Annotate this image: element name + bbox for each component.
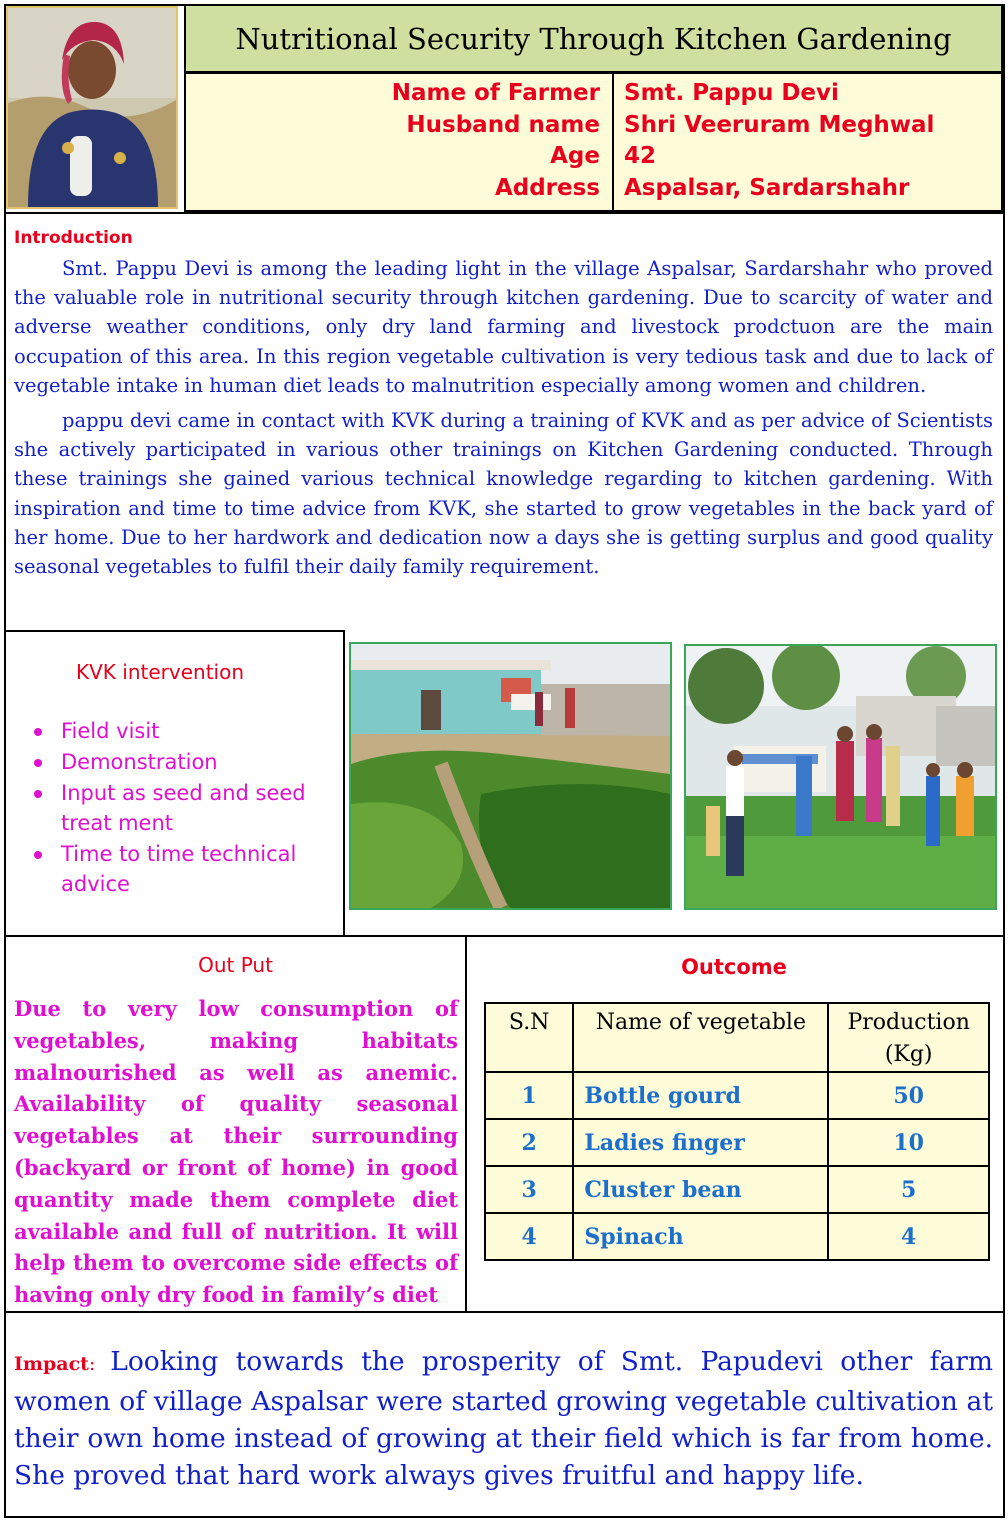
bullet-icon [34, 790, 42, 798]
kvk-intervention-list [30, 716, 330, 900]
kvk-group-visit-image [686, 646, 995, 908]
kitchen-garden-field-image [351, 644, 670, 908]
introduction-section [4, 212, 1003, 630]
output-text: Due to very low consumption of vegetables, making habitats malnourished as well as anemic. Availability of quality seasonal vegetables at their surrounding (backyard or front of home) in good quantity made them complete diet available and full of nutrition. It will help them to overcome side effects of having only dry food in family’s diet [14, 996, 458, 1308]
column-header-vegetable: Name of vegetable [573, 1003, 828, 1072]
cell-vegetable: Cluster bean [573, 1166, 828, 1213]
farmer-info-values [624, 78, 994, 204]
label-address: Address [494, 174, 600, 201]
table-row [485, 1119, 989, 1166]
value-age: 42 [624, 143, 657, 169]
output-section [4, 937, 467, 1312]
farmer-portrait-image [8, 8, 176, 207]
cell-production: 5 [828, 1166, 989, 1213]
production-table [484, 1002, 990, 1261]
label-farmer-name: Name of Farmer [391, 80, 600, 106]
farmer-info-table [184, 72, 1003, 212]
kvk-visit-photo [684, 644, 997, 910]
output-outcome-row [4, 935, 1003, 1312]
cell-sn: 1 [485, 1072, 573, 1119]
outcome-heading: Outcome [681, 955, 787, 979]
impact-section [4, 1311, 1003, 1516]
cell-production: 50 [828, 1072, 989, 1119]
value-husband-name: Shri Veeruram Meghwal [624, 111, 935, 138]
cell-production: 4 [828, 1213, 989, 1260]
list-item: Demonstration [30, 747, 330, 777]
page-title: Nutritional Security Through Kitchen Gardening [184, 4, 1003, 73]
table-row [485, 1166, 989, 1213]
output-heading: Out Put [198, 953, 273, 977]
farmer-photo [6, 6, 178, 209]
table-row [485, 1072, 989, 1119]
introduction-paragraph-2: pappu devi came in contact with KVK during a training of KVK and as per advice of Scientists she actively participated in various other trainings on Kitchen Gardening conducted. Through these trainings she gained various technical knowledge regarding to kitchen gardening. With inspiration and time to time advice from KVK, she started to grow vegetables in the back yard of her home. Due to her hardwork and dedication now a days she is getting surplus and good quality seasonal vegetables to fulfil their daily family requirement. [14, 409, 993, 579]
list-item: Field visit [30, 716, 330, 746]
kvk-intervention-section [4, 630, 345, 936]
cell-vegetable: Bottle gourd [573, 1072, 828, 1119]
cell-sn: 2 [485, 1119, 573, 1166]
kvk-intervention-heading: KVK intervention [76, 660, 244, 684]
bullet-icon [34, 759, 42, 767]
column-header-production: Production (Kg) [828, 1003, 989, 1072]
value-address: Aspalsar, Sardarshahr [624, 174, 910, 201]
impact-paragraph: Impact: Looking towards the prosperity of Smt. Papudevi other farm women of village Aspalsar were started growing vegetable cultivation at their own home instead of growing at their field which is far from home. She proved that hard work always gives fruitful and happy life. [14, 1346, 993, 1491]
label-husband-name: Husband name [406, 111, 600, 138]
introduction-paragraph-1: Smt. Pappu Devi is among the leading light in the village Aspalsar, Sardarshahr who proved the valuable role in nutritional security through kitchen gardening. Due to scarcity of water and adverse weather conditions, only dry land farming and livestock prodctuon are the main occupation of this area. In this region vegetable cultivation is very tedious task and due to lack of vegetable intake in human diet leads to malnutrition especially among women and children. [14, 257, 993, 397]
info-divider [612, 74, 614, 210]
list-item: Time to time technical advice [30, 839, 330, 899]
table-header-row [485, 1003, 989, 1072]
cell-sn: 4 [485, 1213, 573, 1260]
impact-label: Impact [14, 1353, 89, 1375]
impact-text: Looking towards the prosperity of Smt. Papudevi other farm women of village Aspalsar were started growing vegetable cultivation at their own home instead of growing at their field which is far from home. She proved that hard work always gives fruitful and happy life. [14, 1346, 993, 1491]
farmer-info-labels [186, 78, 600, 204]
cell-vegetable: Ladies finger [573, 1119, 828, 1166]
value-farmer-name: Smt. Pappu Devi [624, 80, 839, 106]
table-row [485, 1213, 989, 1260]
cell-vegetable: Spinach [573, 1213, 828, 1260]
cell-sn: 3 [485, 1166, 573, 1213]
introduction-heading: Introduction [14, 228, 133, 248]
label-age: Age [550, 143, 600, 169]
column-header-sn: S.N [485, 1003, 573, 1072]
bullet-icon [34, 851, 42, 859]
list-item: Input as seed and seed treat ment [30, 778, 330, 838]
cell-production: 10 [828, 1119, 989, 1166]
kitchen-garden-photo [349, 642, 672, 910]
bullet-icon [34, 728, 42, 736]
